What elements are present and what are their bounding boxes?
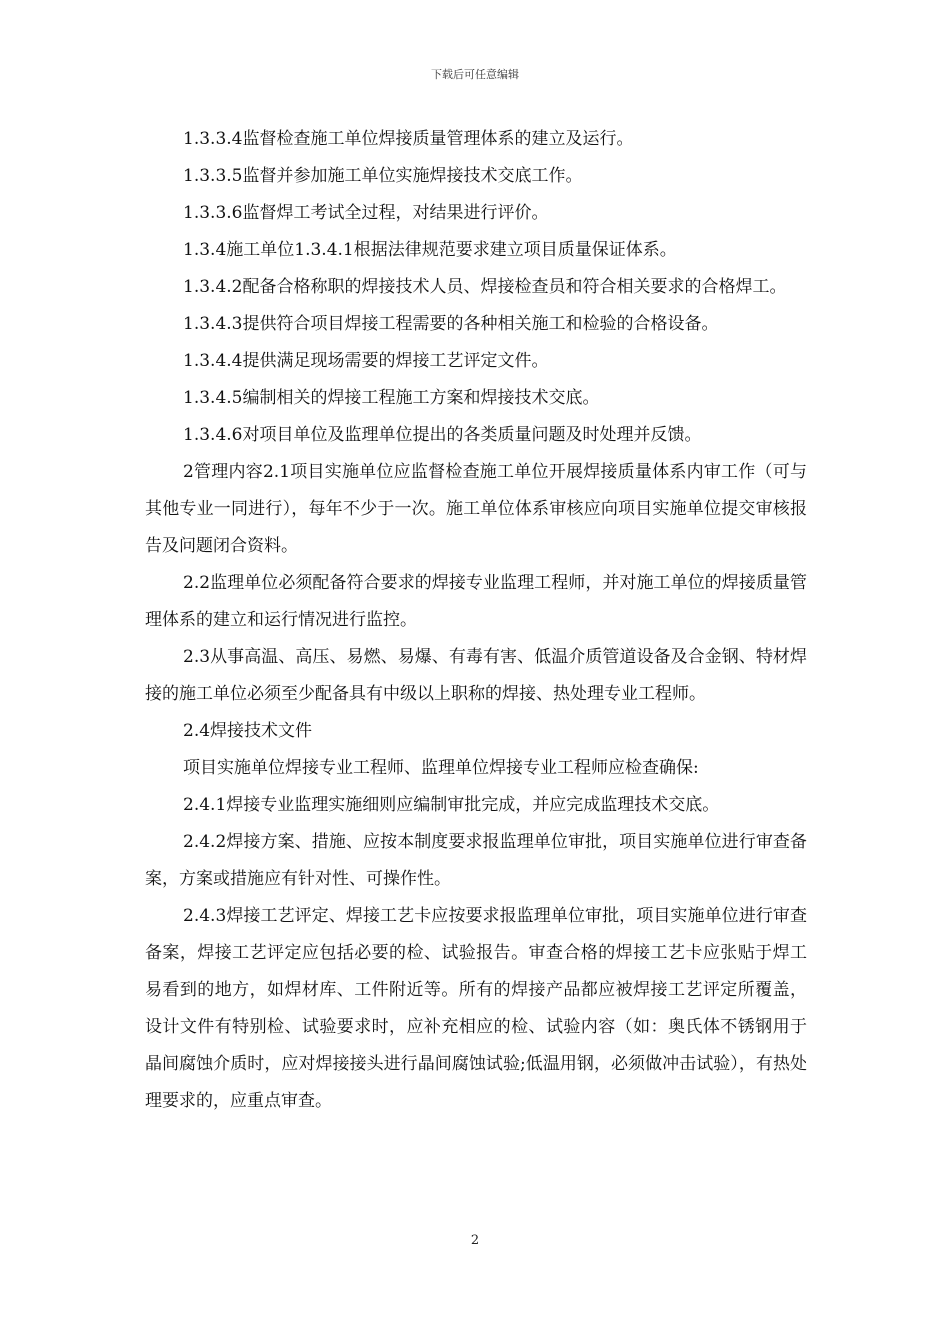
paragraph-1-3-4-5: 1.3.4.5编制相关的焊接工程施工方案和焊接技术交底。: [183, 388, 600, 408]
paragraph-1-3-3-4: 1.3.3.4监督检查施工单位焊接质量管理体系的建立及运行。: [183, 129, 634, 149]
paragraph-2-3: 2.3从事高温、高压、易燃、易爆、有毒有害、低温介质管道设备及合金钢、特材焊接的施工单位必须至少配备具有中级以上职称的焊接、热处理专业工程师。: [145, 647, 807, 704]
paragraph-1-3-4: 1.3.4施工单位1.3.4.1根据法律规范要求建立项目质量保证体系。: [183, 240, 677, 260]
page-number: 2: [470, 1233, 480, 1248]
paragraph-2-4-2: 2.4.2焊接方案、措施、应按本制度要求报监理单位审批，项目实施单位进行审查备案，方案或措施应有针对性、可操作性。: [145, 832, 807, 889]
paragraph-2-2: 2.2监理单位必须配备符合要求的焊接专业监理工程师，并对施工单位的焊接质量管理体系的建立和运行情况进行监控。: [145, 573, 807, 630]
paragraph-2-4-heading: 2.4焊接技术文件: [183, 721, 313, 741]
paragraph-1-3-4-4: 1.3.4.4提供满足现场需要的焊接工艺评定文件。: [183, 351, 549, 371]
paragraph-1-3-3-5: 1.3.3.5监督并参加施工单位实施焊接技术交底工作。: [183, 166, 583, 186]
page-header: 下载后可任意编辑: [431, 68, 519, 81]
paragraph-1-3-4-2: 1.3.4.2配备合格称职的焊接技术人员、焊接检查员和符合相关要求的合格焊工。: [183, 277, 787, 297]
document-body: [145, 121, 807, 1120]
paragraph-2-4-1: 2.4.1焊接专业监理实施细则应编制审批完成，并应完成监理技术交底。: [183, 795, 720, 815]
paragraph-2-4-3: 2.4.3焊接工艺评定、焊接工艺卡应按要求报监理单位审批，项目实施单位进行审查备案，焊接工艺评定应包括必要的检、试验报告。审查合格的焊接工艺卡应张贴于焊工易看到的地方，如焊材库、工件附近等。所有的焊接产品都应被焊接工艺评定所覆盖，设计文件有特别检、试验要求时，应补充相应的检、试验内容（如：奥氏体不锈钢用于晶间腐蚀介质时，应对焊接接头进行晶间腐蚀试验;低温用钢，必须做冲击试验），有热处理要求的，应重点审查。: [145, 906, 807, 1111]
paragraph-2-1: 2管理内容2.1项目实施单位应监督检查施工单位开展焊接质量体系内审工作（可与其他专业一同进行），每年不少于一次。施工单位体系审核应向项目实施单位提交审核报告及问题闭合资料。: [145, 462, 807, 556]
paragraph-1-3-4-3: 1.3.4.3提供符合项目焊接工程需要的各种相关施工和检验的合格设备。: [183, 314, 719, 334]
paragraph-2-4-intro: 项目实施单位焊接专业工程师、监理单位焊接专业工程师应检查确保:: [183, 758, 699, 778]
paragraph-1-3-4-6: 1.3.4.6对项目单位及监理单位提出的各类质量问题及时处理并反馈。: [183, 425, 702, 445]
paragraph-1-3-3-6: 1.3.3.6监督焊工考试全过程，对结果进行评价。: [183, 203, 549, 223]
